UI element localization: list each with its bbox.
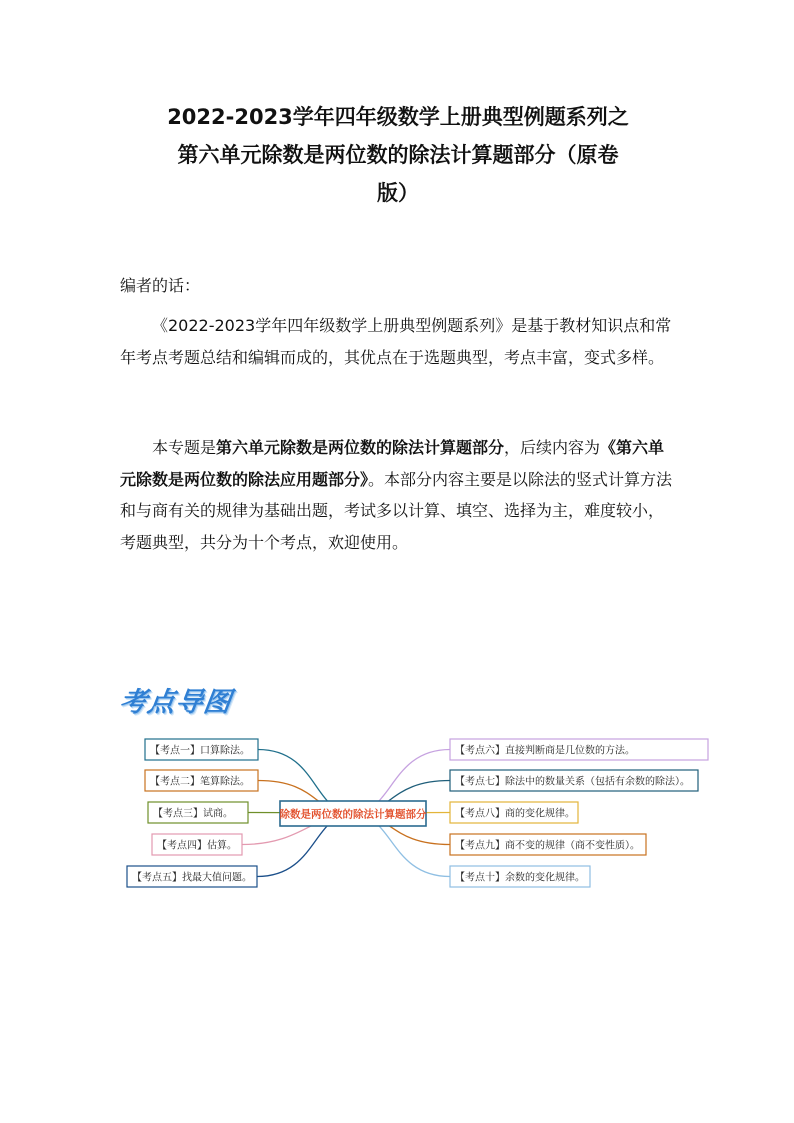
topic-bold-1: 第六单元除数是两位数的除法计算题部分 <box>216 438 505 457</box>
center-node-label: 除数是两位数的除法计算题部分 <box>279 808 427 821</box>
intro-paragraph: 《2022-2023学年四年级数学上册典型例题系列》是基于教材知识点和常年考点考题总结和编辑而成的，其优点在于选题典型，考点丰富，变式多样。 <box>120 316 672 367</box>
right-node-5-label: 【考点十】余数的变化规律。 <box>455 872 585 884</box>
topic-text-1: 本专题是 <box>152 438 217 457</box>
title-line-2: 第六单元除数是两位数的除法计算题部分（原卷 <box>177 143 619 167</box>
right-node-1-label: 【考点六】直接判断商是几位数的方法。 <box>455 745 635 757</box>
left-node-1-label: 【考点一】口算除法。 <box>150 745 250 757</box>
topic-text-3: 。本部分内容主要是以除法的竖式计算方法和与商有关的规律为基础出题，考试多以计算、填空、选择为主，难度较小，考题典型，共分为十个考点，欢迎使用。 <box>120 469 673 552</box>
left-node-3-label: 【考点三】试商。 <box>153 808 233 820</box>
topic-text-2: ，后续内容为 <box>504 438 601 457</box>
editor-note-label: 编者的话： <box>120 276 201 295</box>
left-node-4-label: 【考点四】估算。 <box>157 840 237 852</box>
right-node-2-label: 【考点七】除法中的数量关系（包括有余数的除法）。 <box>455 776 690 788</box>
right-node-3-label: 【考点八】商的变化规律。 <box>455 808 575 820</box>
left-node-5-label: 【考点五】找最大值问题。 <box>132 872 252 884</box>
title-line-1: 2022-2023学年四年级数学上册典型例题系列之 <box>167 105 629 129</box>
right-node-4-label: 【考点九】商不变的规律（商不变性质）。 <box>455 840 640 852</box>
topic-bold-2: 《第六单元除数是两位数的除法应用题部分》 <box>120 438 665 489</box>
left-node-2-label: 【考点二】笔算除法。 <box>150 776 250 788</box>
title-line-3: 版） <box>377 181 419 205</box>
mindmap-heading: 考点导图 <box>117 687 234 718</box>
